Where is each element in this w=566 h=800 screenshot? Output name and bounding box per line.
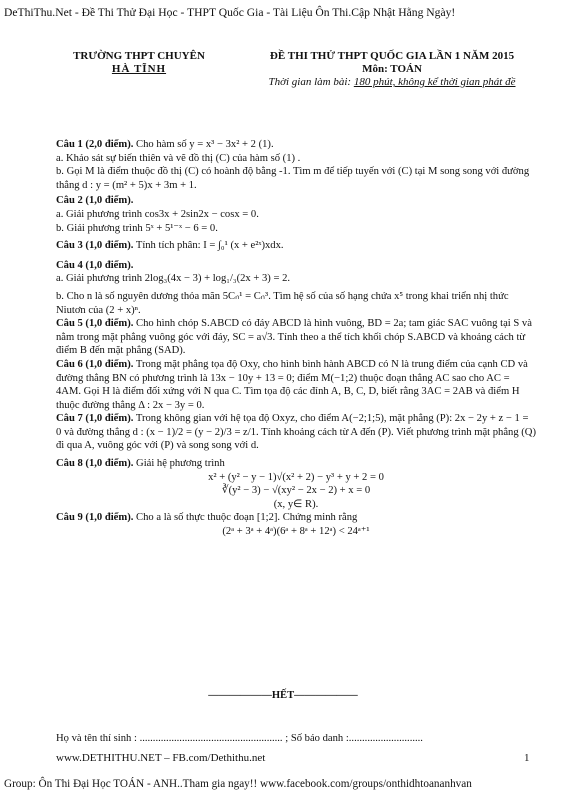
footer-url: www.DETHITHU.NET – FB.com/Dethithu.net <box>56 752 266 764</box>
question-8-equation-2: ∛(y² − 3) − √(xy² − 2x − 2) + x = 0 <box>221 485 371 497</box>
question-9 <box>56 511 536 525</box>
question-2-part-a: a. Giải phương trình cos3x + 2sin2x − cosx = 0. <box>56 208 259 220</box>
end-mark: ——————HẾT—————— <box>208 690 358 701</box>
question-7-title: Câu 7 (1,0 điểm). <box>56 413 134 425</box>
question-3-title: Câu 3 (1,0 điểm). <box>56 240 134 252</box>
question-8 <box>56 457 536 471</box>
question-8-intro: Giải hệ phương trình <box>133 458 225 470</box>
question-3 <box>56 239 536 253</box>
question-8-equation-1: x² + (y² − y − 1)√(x² + 2) − y³ + y + 2 = 0 <box>208 471 384 483</box>
question-3-text: Tính tích phân: I = ∫₀¹ (x + e²ˣ)xdx. <box>133 240 284 252</box>
school-name <box>64 50 214 76</box>
question-5 <box>56 317 536 358</box>
page-number: 1 <box>524 752 530 764</box>
exam-title: ĐỀ THI THỬ THPT QUỐC GIA LẦN 1 NĂM 2015 <box>269 50 515 62</box>
question-4-part-a: a. Giải phương trình 2log₃(4x − 3) + log₁/₃(2x + 3) = 2. <box>56 273 291 285</box>
school-line-1: TRƯỜNG THPT CHUYÊN <box>73 50 205 62</box>
question-7 <box>56 412 536 453</box>
exam-time <box>234 76 550 89</box>
question-4-part-b: b. Cho n là số nguyên dương thỏa mãn 5Cₙ¹ = Cₙ³. Tìm hệ số của số hạng chứa x⁵ trong khai triển nhị thức Niutơn của (2 + x)ⁿ. <box>56 290 509 316</box>
question-5-text: Cho hình chóp S.ABCD có đáy ABCD là hình vuông, BD = 2a; tam giác SAC vuông tại S và nằm trong mặt phẳng vuông góc với đáy, SC = a√3. Tính theo a thể tích khối chóp S.ABCD và khoảng cách từ điểm B đến mặt phẳng (SAD). <box>56 318 532 357</box>
question-8-domain: (x, y∈ R). <box>273 498 319 510</box>
question-1-intro: Cho hàm số y = x³ − 3x² + 2 (1). <box>133 139 274 150</box>
question-7-text: Trong không gian với hệ tọa độ Oxyz, cho điểm A(−2;1;5), mặt phẳng (P): 2x − 2y + z − 1 = 0 và đường thẳng d : (x − 1)/2 = (y − 2)/3 = z/1. Tính khoảng cách từ A đến (P). Viết phương trình mặt phẳng (Q) đi qua A, vuông góc với (P) và song song với d. <box>56 413 536 452</box>
question-9-title: Câu 9 (1,0 điểm). <box>56 512 134 524</box>
exam-content <box>56 138 536 539</box>
question-9-text: Cho a là số thực thuộc đoạn [1;2]. Chứng minh rằng <box>133 512 358 524</box>
question-5-title: Câu 5 (1,0 điểm). <box>56 318 134 330</box>
exam-time-value: 180 phút, không kể thời gian phát đề <box>353 76 516 88</box>
site-banner: DeThiThu.Net - Đề Thi Thử Đại Học - THPT Quốc Gia - Tài Liệu Ôn Thi.Cập Nhật Hằng Ngày! <box>4 6 456 19</box>
signature-line: Họ và tên thí sinh : ...................................................... ; Số báo danh :............................ <box>56 733 423 744</box>
question-2-title: Câu 2 (1,0 điểm). <box>56 195 134 207</box>
group-banner: Group: Ôn Thi Đại Học TOÁN - ANH..Tham gia ngay!! www.facebook.com/groups/onthidhtoananhvan <box>4 778 472 790</box>
question-6-title: Câu 6 (1,0 điểm). <box>56 358 134 370</box>
question-2-part-b: b. Giải phương trình 5ˣ + 5¹⁻ˣ − 6 = 0. <box>56 222 218 234</box>
question-8-title: Câu 8 (1,0 điểm). <box>56 458 134 470</box>
question-9-inequality: (2ᵃ + 3ᵃ + 4ᵃ)(6ᵃ + 8ᵃ + 12ᵃ) < 24ᵃ⁺¹ <box>222 526 370 538</box>
question-4-title: Câu 4 (1,0 điểm). <box>56 259 134 271</box>
exam-header <box>234 50 550 89</box>
question-1-part-a: a. Khảo sát sự biến thiên và vẽ đồ thị (C) của hàm số (1) . <box>56 152 301 164</box>
school-line-2: HÀ TĨNH <box>111 63 167 75</box>
question-1 <box>56 138 536 152</box>
question-1-part-b: b. Gọi M là điểm thuộc đồ thị (C) có hoành độ bằng -1. Tìm m để tiếp tuyến với (C) tại M song song với đường thẳng d : y = (m² + 5)x + 3m + 1. <box>56 166 530 191</box>
exam-subject: Môn: TOÁN <box>362 63 422 75</box>
exam-time-prefix: Thời gian làm bài: <box>268 76 354 88</box>
question-6-text: Trong mặt phẳng tọa độ Oxy, cho hình bình hành ABCD có N là trung điểm của cạnh CD và đường thẳng BN có phương trình là 13x − 10y + 13 = 0; điểm M(−1;2) thuộc đoạn thẳng AC sao cho AC = 4AM. Gọi H là điểm đối xứng với N qua C. Tìm tọa độ các đỉnh A, B, C, D, biết rằng 3AC = 2AB và điểm H thuộc đường thẳng Δ : 2x − 3y = 0. <box>56 358 528 411</box>
question-1-title: Câu 1 (2,0 điểm). <box>56 139 134 150</box>
question-6 <box>56 358 536 412</box>
